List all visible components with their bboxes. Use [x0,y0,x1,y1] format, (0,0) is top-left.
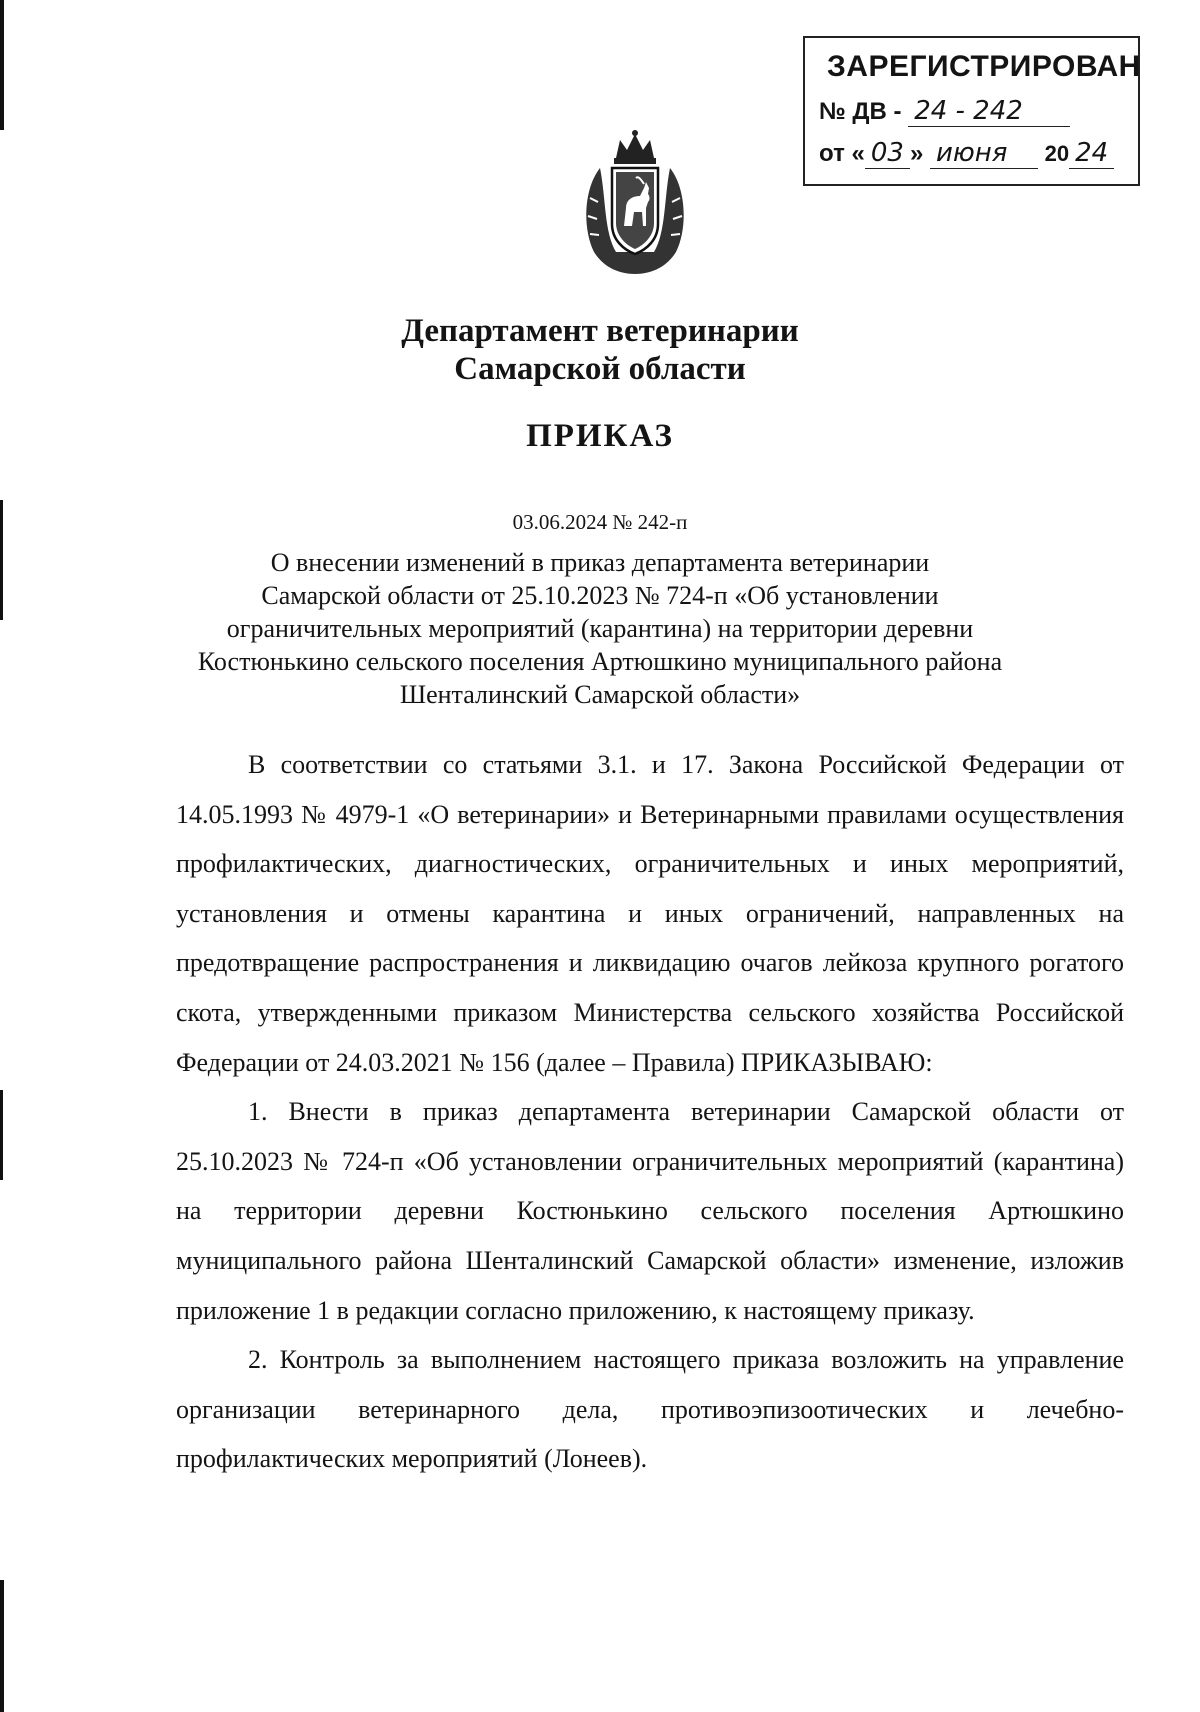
department-name [0,312,1200,388]
stamp-date-year-prefix: 20 [1044,141,1070,166]
department-line-2: Самарской области [454,351,746,387]
preamble-paragraph: В соответствии со статьями 3.1. и 17. Закона Российской Федерации от 14.05.1993 № 4979-1 «О ветеринарии» и Ветеринарными правилами осуществления профилактических, диагностических, ограничительных и иных мероприятий, установления и отмены карантина и иных ограничений, направленных на предотвращение распространения и ликвидацию очагов лейкоза крупного рогатого скота, утвержденными приказом Министерства сельского хозяйства Российской Федерации от 24.03.2021 № 156 (далее – Правила) ПРИКАЗЫВАЮ: [176,750,1124,1077]
order-item-2: 2. Контроль за выполнением настоящего приказа возложить на управление организации ветеринарного дела, противоэпизоотических и лечебно-профилактических мероприятий (Лонеев). [176,1345,1124,1474]
stamp-number-handwritten: 24 - 242 [908,96,1070,127]
stamp-date-mid: » [909,140,924,167]
document-type: ПРИКАЗ [526,418,674,454]
scan-edge-mark [0,1580,4,1712]
order-body [176,740,1124,1484]
order-date-number: 03.06.2024 № 242-п [512,510,688,534]
stamp-date-year: 24 [1069,138,1114,169]
coat-of-arms-icon [580,128,690,276]
subject-line: ограничительных мероприятий (карантина) на территории деревни [226,614,974,643]
scan-edge-mark [0,0,4,130]
scan-edge-mark [0,1090,3,1180]
registration-stamp [803,36,1140,186]
subject-line: Шенталинский Самарской области» [399,680,801,709]
stamp-number-line [819,96,1070,127]
order-subject [0,546,1200,711]
subject-line: Костюнькино сельского поселения Артюшкино муниципального района [197,647,1003,676]
stamp-date-month: июня [930,138,1038,169]
department-line-1: Департамент ветеринарии [401,313,799,349]
stamp-title: ЗАРЕГИСТРИРОВАН [827,50,1141,83]
subject-line: Самарской области от 25.10.2023 № 724-п «Об установлении [261,581,939,610]
stamp-date-prefix: от « [819,140,865,167]
subject-line: О внесении изменений в приказ департамента ветеринарии [270,548,930,577]
order-item-1: 1. Внести в приказ департамента ветеринарии Самарской области от 25.10.2023 № 724-п «Об установлении ограничительных мероприятий (карантина) на территории деревни Костюнькино сельского поселения Артюшкино муниципального района Шенталинский Самарской области» изменение, изложив приложение 1 в редакции согласно приложению, к настоящему приказу. [176,1097,1124,1325]
stamp-number-prefix: № ДВ - [819,98,902,125]
stamp-date-line [819,138,1114,169]
stamp-date-day: 03 [865,138,910,169]
